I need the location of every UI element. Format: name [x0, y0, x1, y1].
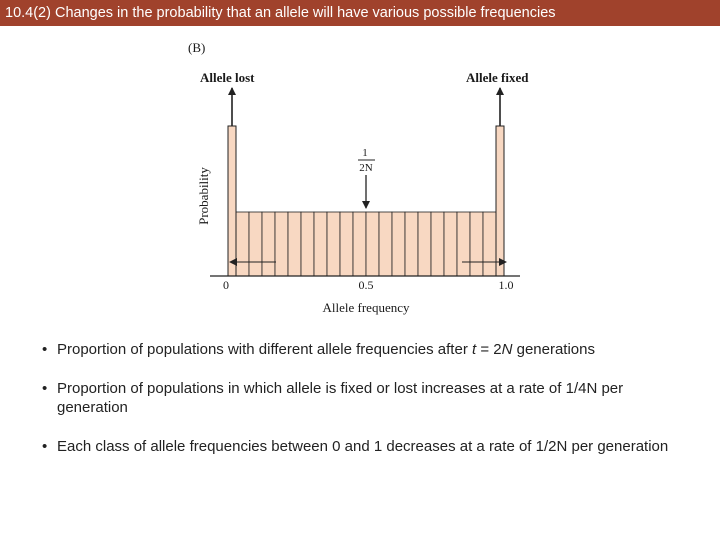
panel-label: (B): [188, 40, 206, 55]
histogram-bar: [340, 212, 353, 276]
histogram-bar: [483, 212, 496, 276]
histogram-bar: [249, 212, 262, 276]
fraction-denominator: 2N: [359, 162, 373, 174]
histogram-bar: [275, 212, 288, 276]
histogram-bar: [418, 212, 431, 276]
histogram-bar: [470, 212, 483, 276]
slide-title: 10.4(2) Changes in the probability that an allele will have various possible frequencies: [0, 0, 720, 26]
y-axis-label: Probability: [196, 167, 211, 225]
histogram-bar: [405, 212, 418, 276]
histogram-bar: [262, 212, 275, 276]
histogram-bar: [366, 212, 379, 276]
bullet-item: • Each class of allele frequencies between 0 and 1 decreases at a rate of 1/2N per generation: [42, 437, 669, 455]
histogram-bar: [301, 212, 314, 276]
bullet-list: [40, 340, 680, 475]
x-tick-mid: 0.5: [358, 278, 374, 292]
bullet-dot-icon: •: [42, 379, 48, 397]
x-axis-label: Allele frequency: [322, 300, 410, 315]
histogram-bar: [444, 212, 457, 276]
histogram-bar: [314, 212, 327, 276]
figure-panel: [180, 36, 540, 326]
histogram-bar: [288, 212, 301, 276]
left-boundary-bar: [228, 126, 236, 276]
fraction-numerator: 1: [362, 147, 368, 159]
bullet-dot-icon: •: [42, 341, 48, 358]
x-tick-0: 0: [223, 278, 229, 292]
histogram-bar: [327, 212, 340, 276]
right-boundary-bar: [496, 126, 504, 276]
frequency-bars: [236, 212, 496, 276]
bullet-item: • Proportion of populations with different allele frequencies after t = 2N generations: [42, 341, 595, 358]
allele-frequency-figure: [180, 36, 540, 326]
allele-fixed-label: Allele fixed: [466, 70, 529, 85]
histogram-bar: [392, 212, 405, 276]
histogram-bar: [236, 212, 249, 276]
histogram-bar: [431, 212, 444, 276]
x-tick-end: 1.0: [498, 278, 514, 292]
histogram-bar: [457, 212, 470, 276]
allele-lost-label: Allele lost: [200, 70, 255, 85]
histogram-bar: [379, 212, 392, 276]
histogram-bar: [353, 212, 366, 276]
bullet-dot-icon: •: [42, 437, 48, 455]
bullet-item: • Proportion of populations in which allele is fixed or lost increases at a rate of 1/4N per generation: [42, 379, 624, 416]
